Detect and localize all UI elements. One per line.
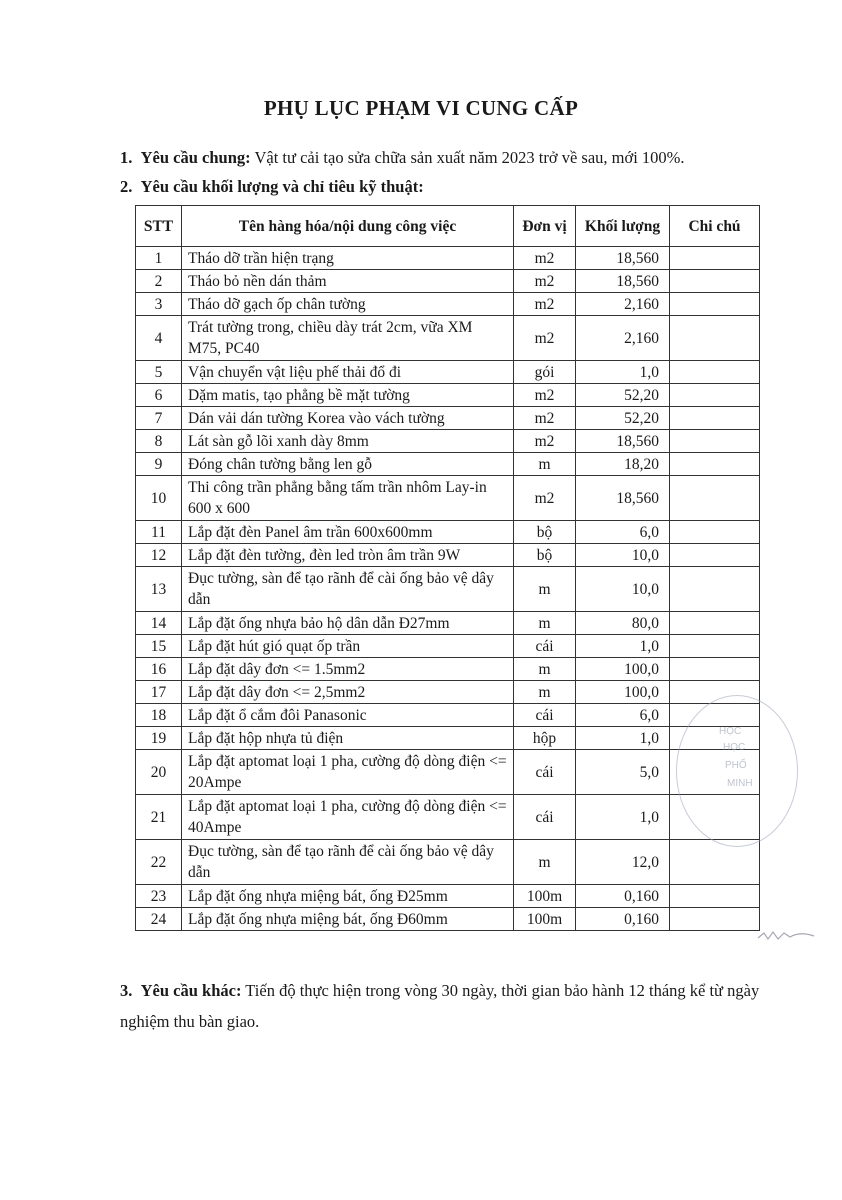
table-row: [136, 635, 760, 658]
cell-name: Đục tường, sàn để tạo rãnh để cài ống bảo vệ dây dẫn: [182, 567, 514, 612]
cell-qty: 52,20: [576, 384, 670, 407]
official-stamp: [676, 695, 798, 847]
requirement-label: Yêu cầu khác:: [140, 981, 242, 1000]
cell-qty: 6,0: [576, 704, 670, 727]
table-header-row: [136, 206, 760, 247]
cell-name: Dán vải dán tường Korea vào vách tường: [182, 407, 514, 430]
table-row: [136, 316, 760, 361]
table-row: [136, 544, 760, 567]
cell-qty: 52,20: [576, 407, 670, 430]
cell-qty: 1,0: [576, 361, 670, 384]
header-note: Chi chú: [670, 206, 760, 247]
cell-name: Lắp đặt dây đơn <= 1.5mm2: [182, 658, 514, 681]
table-row: [136, 430, 760, 453]
cell-stt: 21: [136, 795, 182, 840]
cell-note: [670, 316, 760, 361]
cell-qty: 6,0: [576, 521, 670, 544]
cell-qty: 5,0: [576, 750, 670, 795]
cell-name: Vận chuyển vật liệu phế thải đổ đi: [182, 361, 514, 384]
cell-qty: 18,560: [576, 270, 670, 293]
cell-note: [670, 612, 760, 635]
cell-unit: bộ: [514, 544, 576, 567]
table-row: [136, 795, 760, 840]
cell-stt: 19: [136, 727, 182, 750]
table-row: [136, 612, 760, 635]
cell-name: Thi công trần phẳng bằng tấm trần nhôm Lay-in 600 x 600: [182, 476, 514, 521]
cell-unit: bộ: [514, 521, 576, 544]
table-row: [136, 567, 760, 612]
cell-note: [670, 361, 760, 384]
requirement-label: Yêu cầu khối lượng và chỉ tiêu kỹ thuật:: [140, 177, 424, 196]
cell-unit: cái: [514, 635, 576, 658]
cell-qty: 18,20: [576, 453, 670, 476]
table-row: [136, 840, 760, 885]
table-row: [136, 521, 760, 544]
table-row: [136, 750, 760, 795]
cell-qty: 18,560: [576, 430, 670, 453]
cell-stt: 13: [136, 567, 182, 612]
cell-unit: gói: [514, 361, 576, 384]
cell-stt: 1: [136, 247, 182, 270]
requirement-other: [120, 975, 760, 1037]
cell-qty: 0,160: [576, 885, 670, 908]
cell-name: Dặm matis, tạo phẳng bề mặt tường: [182, 384, 514, 407]
table-row: [136, 247, 760, 270]
cell-name: Tháo dỡ trần hiện trạng: [182, 247, 514, 270]
cell-stt: 16: [136, 658, 182, 681]
cell-stt: 24: [136, 908, 182, 931]
cell-name: Lắp đặt aptomat loại 1 pha, cường độ dòng điện <= 20Ampe: [182, 750, 514, 795]
cell-stt: 6: [136, 384, 182, 407]
cell-unit: cái: [514, 704, 576, 727]
cell-qty: 1,0: [576, 795, 670, 840]
cell-note: [670, 384, 760, 407]
table-row: [136, 293, 760, 316]
cell-stt: 23: [136, 885, 182, 908]
cell-note: [670, 658, 760, 681]
cell-stt: 7: [136, 407, 182, 430]
cell-note: [670, 544, 760, 567]
cell-qty: 1,0: [576, 635, 670, 658]
cell-name: Lắp đặt ổ cắm đôi Panasonic: [182, 704, 514, 727]
cell-qty: 12,0: [576, 840, 670, 885]
cell-name: Lắp đặt ống nhựa bảo hộ dân dẫn Đ27mm: [182, 612, 514, 635]
cell-note: [670, 247, 760, 270]
cell-unit: m: [514, 658, 576, 681]
cell-unit: m: [514, 453, 576, 476]
table-row: [136, 658, 760, 681]
cell-name: Đóng chân tường bằng len gỗ: [182, 453, 514, 476]
requirement-number: 1.: [120, 148, 133, 167]
header-name: Tên hàng hóa/nội dung công việc: [182, 206, 514, 247]
cell-note: [670, 521, 760, 544]
scope-table: [135, 205, 760, 931]
signature-mark: [756, 930, 818, 942]
cell-name: Lát sàn gỗ lõi xanh dày 8mm: [182, 430, 514, 453]
cell-qty: 1,0: [576, 727, 670, 750]
cell-unit: m2: [514, 384, 576, 407]
cell-unit: m: [514, 681, 576, 704]
cell-note: [670, 567, 760, 612]
cell-note: [670, 430, 760, 453]
cell-note: [670, 270, 760, 293]
table-row: [136, 361, 760, 384]
stamp-text: HỌC: [723, 742, 746, 753]
table-row: [136, 681, 760, 704]
table-row: [136, 727, 760, 750]
cell-note: [670, 453, 760, 476]
cell-name: Trát tường trong, chiều dày trát 2cm, vữa XM M75, PC40: [182, 316, 514, 361]
header-stt: STT: [136, 206, 182, 247]
requirement-text: Vật tư cải tạo sửa chữa sản xuất năm 2023 trở về sau, mới 100%.: [250, 148, 685, 167]
cell-unit: m2: [514, 293, 576, 316]
cell-unit: m2: [514, 247, 576, 270]
cell-name: Lắp đặt ống nhựa miệng bát, ống Đ25mm: [182, 885, 514, 908]
cell-qty: 0,160: [576, 908, 670, 931]
requirement-label: Yêu cầu chung:: [140, 148, 251, 167]
cell-stt: 14: [136, 612, 182, 635]
header-qty: Khối lượng: [576, 206, 670, 247]
cell-stt: 12: [136, 544, 182, 567]
cell-note: [670, 635, 760, 658]
cell-unit: cái: [514, 750, 576, 795]
table-row: [136, 476, 760, 521]
cell-name: Lắp đặt dây đơn <= 2,5mm2: [182, 681, 514, 704]
cell-stt: 18: [136, 704, 182, 727]
cell-unit: m: [514, 840, 576, 885]
cell-note: [670, 407, 760, 430]
cell-stt: 15: [136, 635, 182, 658]
table-row: [136, 885, 760, 908]
cell-name: Lắp đặt aptomat loại 1 pha, cường độ dòng điện <= 40Ampe: [182, 795, 514, 840]
cell-stt: 20: [136, 750, 182, 795]
table-row: [136, 704, 760, 727]
stamp-text: MINH: [727, 778, 753, 789]
cell-stt: 10: [136, 476, 182, 521]
cell-name: Lắp đặt hộp nhựa tủ điện: [182, 727, 514, 750]
cell-qty: 10,0: [576, 544, 670, 567]
cell-name: Lắp đặt đèn Panel âm trần 600x600mm: [182, 521, 514, 544]
requirement-number: 2.: [120, 177, 133, 196]
cell-note: [670, 476, 760, 521]
cell-name: Lắp đặt ống nhựa miệng bát, ống Đ60mm: [182, 908, 514, 931]
cell-unit: m: [514, 612, 576, 635]
cell-unit: m2: [514, 270, 576, 293]
cell-note: [670, 293, 760, 316]
cell-stt: 22: [136, 840, 182, 885]
cell-stt: 3: [136, 293, 182, 316]
cell-note: [670, 908, 760, 931]
cell-unit: 100m: [514, 885, 576, 908]
stamp-text: HỌC: [719, 726, 742, 737]
cell-name: Lắp đặt hút gió quạt ốp trần: [182, 635, 514, 658]
requirement-number: 3.: [120, 981, 133, 1000]
table-row: [136, 270, 760, 293]
cell-unit: m2: [514, 476, 576, 521]
cell-stt: 17: [136, 681, 182, 704]
header-unit: Đơn vị: [514, 206, 576, 247]
requirement-general: [120, 148, 685, 168]
cell-unit: m2: [514, 430, 576, 453]
cell-qty: 100,0: [576, 681, 670, 704]
cell-unit: 100m: [514, 908, 576, 931]
cell-stt: 4: [136, 316, 182, 361]
cell-qty: 80,0: [576, 612, 670, 635]
cell-qty: 18,560: [576, 476, 670, 521]
cell-stt: 2: [136, 270, 182, 293]
stamp-text: PHỐ: [725, 760, 747, 771]
cell-unit: m: [514, 567, 576, 612]
cell-stt: 8: [136, 430, 182, 453]
cell-stt: 11: [136, 521, 182, 544]
cell-stt: 5: [136, 361, 182, 384]
table-row: [136, 407, 760, 430]
cell-unit: m2: [514, 316, 576, 361]
cell-unit: hộp: [514, 727, 576, 750]
table-row: [136, 384, 760, 407]
cell-unit: cái: [514, 795, 576, 840]
table-row: [136, 908, 760, 931]
cell-qty: 18,560: [576, 247, 670, 270]
cell-unit: m2: [514, 407, 576, 430]
table-row: [136, 453, 760, 476]
cell-note: [670, 885, 760, 908]
cell-qty: 2,160: [576, 316, 670, 361]
requirement-volume: [120, 177, 424, 197]
cell-name: Tháo dỡ gạch ốp chân tường: [182, 293, 514, 316]
table-body: [136, 247, 760, 931]
cell-name: Lắp đặt đèn tường, đèn led tròn âm trần 9W: [182, 544, 514, 567]
requirement-text: Tiến độ thực hiện trong vòng 30 ngày, thời gian bảo hành 12 tháng kể từ ngày nghiệm thu bàn giao.: [120, 981, 760, 1031]
cell-name: Đục tường, sàn để tạo rãnh để cài ống bảo vệ dây dẫn: [182, 840, 514, 885]
cell-qty: 100,0: [576, 658, 670, 681]
document-title: PHỤ LỤC PHẠM VI CUNG CẤP: [263, 96, 579, 120]
cell-stt: 9: [136, 453, 182, 476]
cell-qty: 2,160: [576, 293, 670, 316]
cell-name: Tháo bỏ nền dán thảm: [182, 270, 514, 293]
cell-note: [670, 840, 760, 885]
cell-qty: 10,0: [576, 567, 670, 612]
